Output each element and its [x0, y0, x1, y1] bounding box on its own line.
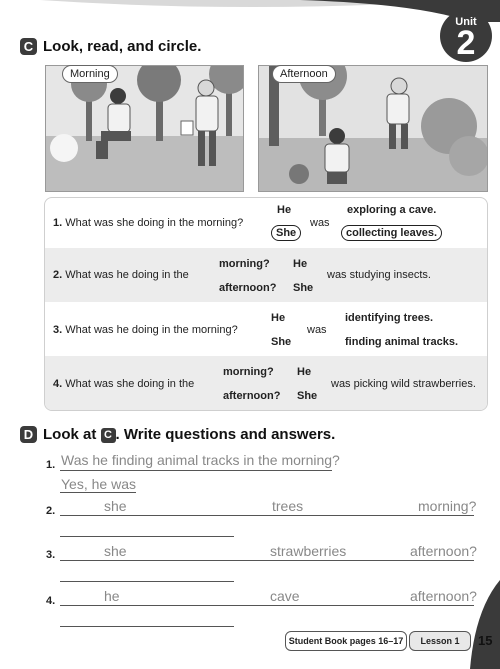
student-book-reference: Student Book pages 16–17	[285, 631, 407, 651]
footer-bar	[285, 631, 483, 651]
item-2-answer-line[interactable]	[60, 536, 234, 537]
item-4-word-2: cave	[270, 588, 300, 604]
item-3-question-line[interactable]	[60, 560, 474, 561]
connector-was: was	[310, 217, 330, 229]
answer-text: was picking wild strawberries.	[331, 378, 476, 390]
item-4-question-line[interactable]	[60, 605, 474, 606]
item-4-word-1: he	[104, 588, 120, 604]
section-d-letter: D	[20, 426, 37, 443]
connector-was: was	[307, 324, 327, 336]
item-3-answer-line[interactable]	[60, 581, 234, 582]
unit-number: 2	[456, 24, 476, 62]
option-she-circled[interactable]: She	[271, 225, 301, 241]
question-number: 1.	[53, 217, 63, 229]
morning-label: Morning	[62, 65, 118, 83]
item-4-number: 4.	[46, 595, 56, 607]
question-number: 4.	[53, 378, 63, 390]
item-3-word-3: afternoon?	[410, 543, 477, 559]
option-she[interactable]: She	[293, 282, 314, 294]
option-he[interactable]: He	[277, 204, 292, 216]
question-row-1	[45, 198, 487, 248]
answer-finding[interactable]: finding animal tracks.	[345, 336, 459, 348]
morning-picture	[45, 65, 244, 192]
question-number: 3.	[53, 324, 63, 336]
question-text: What was he doing in the	[65, 269, 189, 281]
section-c-title: Look, read, and circle.	[43, 38, 202, 55]
section-d-title-pre: Look at	[43, 426, 97, 443]
header-curve	[0, 0, 500, 30]
item-4-answer-line[interactable]	[60, 626, 234, 627]
afternoon-label: Afternoon	[272, 65, 336, 83]
item-2-question-line[interactable]	[60, 515, 474, 516]
question-row-2	[45, 248, 487, 302]
afternoon-picture	[258, 65, 488, 192]
item-1-question-line	[60, 470, 332, 471]
option-afternoon[interactable]: afternoon?	[219, 282, 277, 294]
question-text: What was she doing in the morning?	[65, 217, 244, 229]
option-afternoon[interactable]: afternoon?	[223, 390, 281, 402]
option-he[interactable]: He	[271, 312, 286, 324]
item-1-answer-line	[60, 492, 136, 493]
section-d-title	[43, 426, 335, 443]
item-1-answer[interactable]: Yes, he was	[61, 476, 136, 492]
answer-collecting-circled[interactable]: collecting leaves.	[341, 225, 442, 241]
question-text: What was she doing in the	[65, 378, 195, 390]
item-3-word-1: she	[104, 543, 127, 559]
question-row-4	[45, 356, 487, 410]
option-morning[interactable]: morning?	[219, 258, 270, 270]
option-she[interactable]: She	[297, 390, 318, 402]
item-2-number: 2.	[46, 505, 56, 517]
item-3-word-2: strawberries	[270, 543, 347, 559]
answer-identifying[interactable]: identifying trees.	[345, 312, 434, 324]
unit-label: Unit	[455, 16, 477, 28]
item-4-word-3: afternoon?	[410, 588, 477, 604]
question-row-3	[45, 302, 487, 356]
item-2-word-1: she	[104, 498, 127, 514]
item-1-number: 1.	[46, 459, 56, 471]
item-2-word-3: morning?	[418, 498, 477, 514]
section-c-ref: C	[101, 428, 116, 443]
footer-corner-shape	[470, 580, 500, 669]
item-3-number: 3.	[46, 549, 56, 561]
answer-text: was studying insects.	[327, 269, 431, 281]
section-d-title-post: . Write questions and answers.	[115, 426, 336, 443]
question-number: 2.	[53, 269, 63, 281]
answer-exploring[interactable]: exploring a cave.	[347, 204, 437, 216]
option-morning[interactable]: morning?	[223, 366, 274, 378]
item-1-question[interactable]: Was he finding animal tracks in the morning?	[61, 452, 340, 468]
page-number: 15	[478, 633, 493, 648]
question-table	[44, 197, 488, 411]
option-he[interactable]: He	[293, 258, 308, 270]
section-c-letter: C	[20, 38, 37, 55]
item-2-word-2: trees	[272, 498, 304, 514]
question-text: What was he doing in the morning?	[65, 324, 238, 336]
option-he[interactable]: He	[297, 366, 312, 378]
lesson-label: Lesson 1	[409, 631, 471, 651]
option-she[interactable]: She	[271, 336, 292, 348]
unit-badge	[440, 10, 492, 62]
